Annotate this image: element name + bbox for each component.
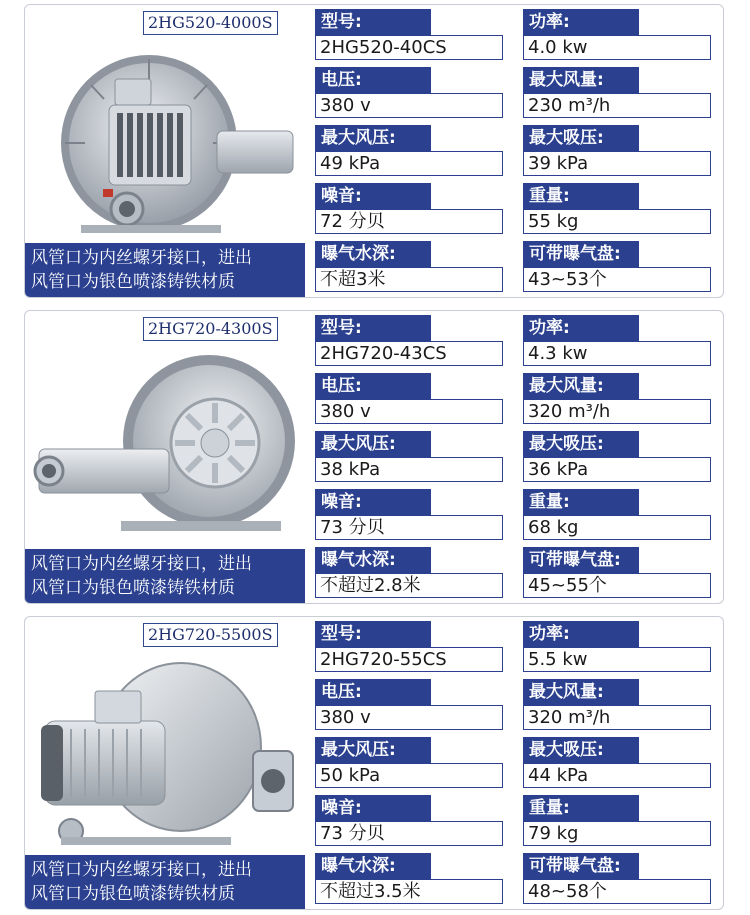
spec-label: 型号: <box>315 315 431 341</box>
spec-power <box>523 621 715 675</box>
spec-max-airflow <box>523 67 715 121</box>
material-caption <box>25 243 305 297</box>
spec-label: 功率: <box>523 315 639 341</box>
spec-grid <box>315 9 715 295</box>
blower-product-image <box>31 39 299 239</box>
spec-grid <box>315 621 715 907</box>
spec-max-suction <box>523 431 715 485</box>
spec-value: 45~55个 <box>523 573 711 598</box>
spec-max-pressure <box>315 125 507 179</box>
spec-aerator-count <box>523 853 715 907</box>
spec-label: 噪音: <box>315 489 431 515</box>
spec-value: 2HG720-55CS <box>315 647 503 672</box>
product-visual <box>25 311 305 603</box>
spec-value: 380 v <box>315 399 503 424</box>
spec-label: 最大风量: <box>523 67 639 93</box>
caption-line: 风管口为银色喷漆铸铁材质 <box>31 884 235 904</box>
spec-aerator-count <box>523 547 715 601</box>
spec-value: 43~53个 <box>523 267 711 292</box>
spec-label: 可带曝气盘: <box>523 547 639 573</box>
spec-model <box>315 9 507 63</box>
spec-value: 380 v <box>315 93 503 118</box>
spec-value: 39 kPa <box>523 151 711 176</box>
spec-value: 2HG520-40CS <box>315 35 503 60</box>
spec-power <box>523 315 715 369</box>
spec-value: 230 m³/h <box>523 93 711 118</box>
spec-model <box>315 621 507 675</box>
model-code-badge: 2HG720-5500S <box>143 623 278 647</box>
spec-label: 最大风量: <box>523 373 639 399</box>
spec-value: 320 m³/h <box>523 705 711 730</box>
spec-value: 不超过2.8米 <box>315 573 503 598</box>
spec-label: 型号: <box>315 621 431 647</box>
spec-value: 4.0 kw <box>523 35 711 60</box>
spec-weight <box>523 183 715 237</box>
model-code-badge: 2HG720-4300S <box>143 317 278 341</box>
spec-max-suction <box>523 125 715 179</box>
spec-model <box>315 315 507 369</box>
spec-label: 曝气水深: <box>315 241 431 267</box>
spec-value: 73 分贝 <box>315 821 503 846</box>
spec-value: 50 kPa <box>315 763 503 788</box>
spec-max-pressure <box>315 737 507 791</box>
spec-label: 最大风压: <box>315 125 431 151</box>
model-code-badge: 2HG520-4000S <box>143 11 278 35</box>
spec-value: 2HG720-43CS <box>315 341 503 366</box>
spec-weight <box>523 489 715 543</box>
caption-line: 风管口为银色喷漆铸铁材质 <box>31 578 235 598</box>
spec-voltage <box>315 67 507 121</box>
spec-label: 曝气水深: <box>315 547 431 573</box>
material-caption <box>25 549 305 603</box>
spec-value: 44 kPa <box>523 763 711 788</box>
spec-label: 最大风压: <box>315 431 431 457</box>
spec-max-airflow <box>523 373 715 427</box>
spec-max-airflow <box>523 679 715 733</box>
spec-value: 4.3 kw <box>523 341 711 366</box>
spec-label: 重量: <box>523 795 639 821</box>
spec-value: 不超3米 <box>315 267 503 292</box>
spec-value: 68 kg <box>523 515 711 540</box>
spec-label: 电压: <box>315 373 431 399</box>
spec-voltage <box>315 679 507 733</box>
caption-line: 风管口为内丝螺牙接口，进出 <box>31 248 252 268</box>
spec-power <box>523 9 715 63</box>
spec-label: 最大风量: <box>523 679 639 705</box>
caption-line: 风管口为内丝螺牙接口，进出 <box>31 554 252 574</box>
spec-label: 可带曝气盘: <box>523 241 639 267</box>
spec-label: 噪音: <box>315 183 431 209</box>
blower-product-image <box>31 345 299 545</box>
spec-value: 72 分贝 <box>315 209 503 234</box>
product-card <box>24 616 724 910</box>
spec-noise <box>315 183 507 237</box>
spec-aeration-depth <box>315 853 507 907</box>
spec-value: 73 分贝 <box>315 515 503 540</box>
spec-value: 320 m³/h <box>523 399 711 424</box>
spec-grid <box>315 315 715 601</box>
spec-value: 5.5 kw <box>523 647 711 672</box>
spec-value: 55 kg <box>523 209 711 234</box>
spec-label: 最大吸压: <box>523 737 639 763</box>
spec-label: 重量: <box>523 183 639 209</box>
spec-voltage <box>315 373 507 427</box>
spec-label: 型号: <box>315 9 431 35</box>
spec-value: 36 kPa <box>523 457 711 482</box>
spec-label: 最大风压: <box>315 737 431 763</box>
blower-product-image <box>31 651 299 851</box>
spec-max-suction <box>523 737 715 791</box>
product-visual <box>25 617 305 909</box>
spec-noise <box>315 489 507 543</box>
spec-aeration-depth <box>315 547 507 601</box>
spec-label: 噪音: <box>315 795 431 821</box>
caption-line: 风管口为内丝螺牙接口，进出 <box>31 860 252 880</box>
spec-value: 79 kg <box>523 821 711 846</box>
spec-label: 最大吸压: <box>523 431 639 457</box>
spec-value: 380 v <box>315 705 503 730</box>
spec-value: 不超过3.5米 <box>315 879 503 904</box>
product-card <box>24 310 724 604</box>
spec-label: 电压: <box>315 679 431 705</box>
caption-line: 风管口为银色喷漆铸铁材质 <box>31 272 235 292</box>
product-card <box>24 4 724 298</box>
spec-noise <box>315 795 507 849</box>
spec-max-pressure <box>315 431 507 485</box>
spec-weight <box>523 795 715 849</box>
spec-aeration-depth <box>315 241 507 295</box>
spec-label: 电压: <box>315 67 431 93</box>
spec-value: 38 kPa <box>315 457 503 482</box>
spec-label: 重量: <box>523 489 639 515</box>
spec-label: 功率: <box>523 621 639 647</box>
product-visual <box>25 5 305 297</box>
spec-value: 49 kPa <box>315 151 503 176</box>
spec-aerator-count <box>523 241 715 295</box>
spec-label: 最大吸压: <box>523 125 639 151</box>
material-caption <box>25 855 305 909</box>
spec-value: 48~58个 <box>523 879 711 904</box>
spec-label: 曝气水深: <box>315 853 431 879</box>
spec-label: 可带曝气盘: <box>523 853 639 879</box>
spec-label: 功率: <box>523 9 639 35</box>
